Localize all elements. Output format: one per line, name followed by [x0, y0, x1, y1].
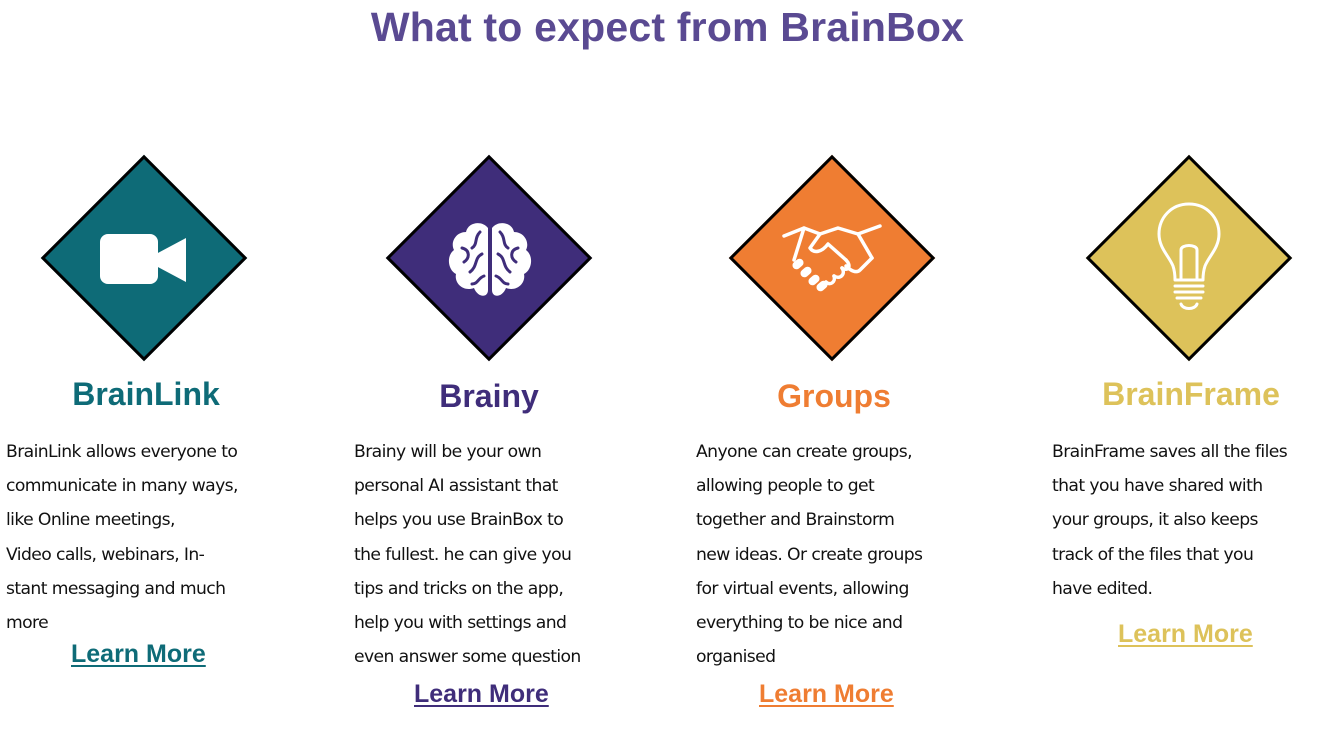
- feature-description-brainlink: [6, 435, 238, 640]
- description-line: together and Brainstorm: [696, 510, 895, 531]
- handshake-icon: [780, 220, 884, 296]
- feature-title-groups: Groups: [777, 378, 891, 414]
- page-title: What to expect from BrainBox: [370, 4, 965, 50]
- description-line: BrainLink allows everyone to: [6, 442, 238, 462]
- feature-title-brainy: Brainy: [439, 378, 539, 414]
- description-line: Anyone can create groups,: [696, 442, 912, 462]
- description-line: allowing people to get: [696, 476, 875, 497]
- description-line: tips and tricks on the app,: [354, 578, 564, 599]
- learn-more-link-brainlink[interactable]: Learn More: [71, 640, 206, 668]
- brain-icon: [444, 218, 536, 302]
- description-line: for virtual events, allowing: [696, 578, 909, 599]
- description-line: that you have shared with: [1052, 476, 1263, 497]
- feature-title-brainframe: BrainFrame: [1102, 376, 1280, 412]
- description-line: Video calls, webinars, In-: [6, 544, 205, 565]
- description-line: track of the files that you: [1052, 544, 1254, 565]
- description-line: communicate in many ways,: [6, 476, 238, 497]
- feature-description-groups: [696, 435, 922, 674]
- description-line: like Online meetings,: [6, 510, 175, 531]
- learn-more-link-brainy[interactable]: Learn More: [414, 680, 549, 708]
- description-line: everything to be nice and: [696, 613, 903, 634]
- description-line: more: [6, 613, 49, 634]
- description-line: BrainFrame saves all the files: [1052, 442, 1288, 462]
- description-line: the fullest. he can give you: [354, 544, 572, 565]
- description-line: organised: [696, 647, 776, 668]
- description-line: new ideas. Or create groups: [696, 544, 923, 565]
- description-line: Brainy will be your own: [354, 442, 542, 462]
- description-line: personal AI assistant that: [354, 476, 558, 497]
- description-line: your groups, it also keeps: [1052, 510, 1258, 531]
- feature-description-brainframe: [1052, 435, 1287, 606]
- learn-more-link-brainframe[interactable]: Learn More: [1118, 620, 1253, 648]
- description-line: stant messaging and much: [6, 578, 226, 599]
- feature-title-brainlink: BrainLink: [72, 376, 220, 412]
- feature-description-brainy: [354, 435, 581, 674]
- description-line: have edited.: [1052, 578, 1153, 599]
- learn-more-link-groups[interactable]: Learn More: [759, 680, 894, 708]
- lightbulb-icon: [1153, 200, 1225, 316]
- video-camera-icon: [98, 230, 190, 290]
- description-line: helps you use BrainBox to: [354, 510, 564, 531]
- description-line: even answer some question: [354, 647, 581, 668]
- description-line: help you with settings and: [354, 613, 567, 634]
